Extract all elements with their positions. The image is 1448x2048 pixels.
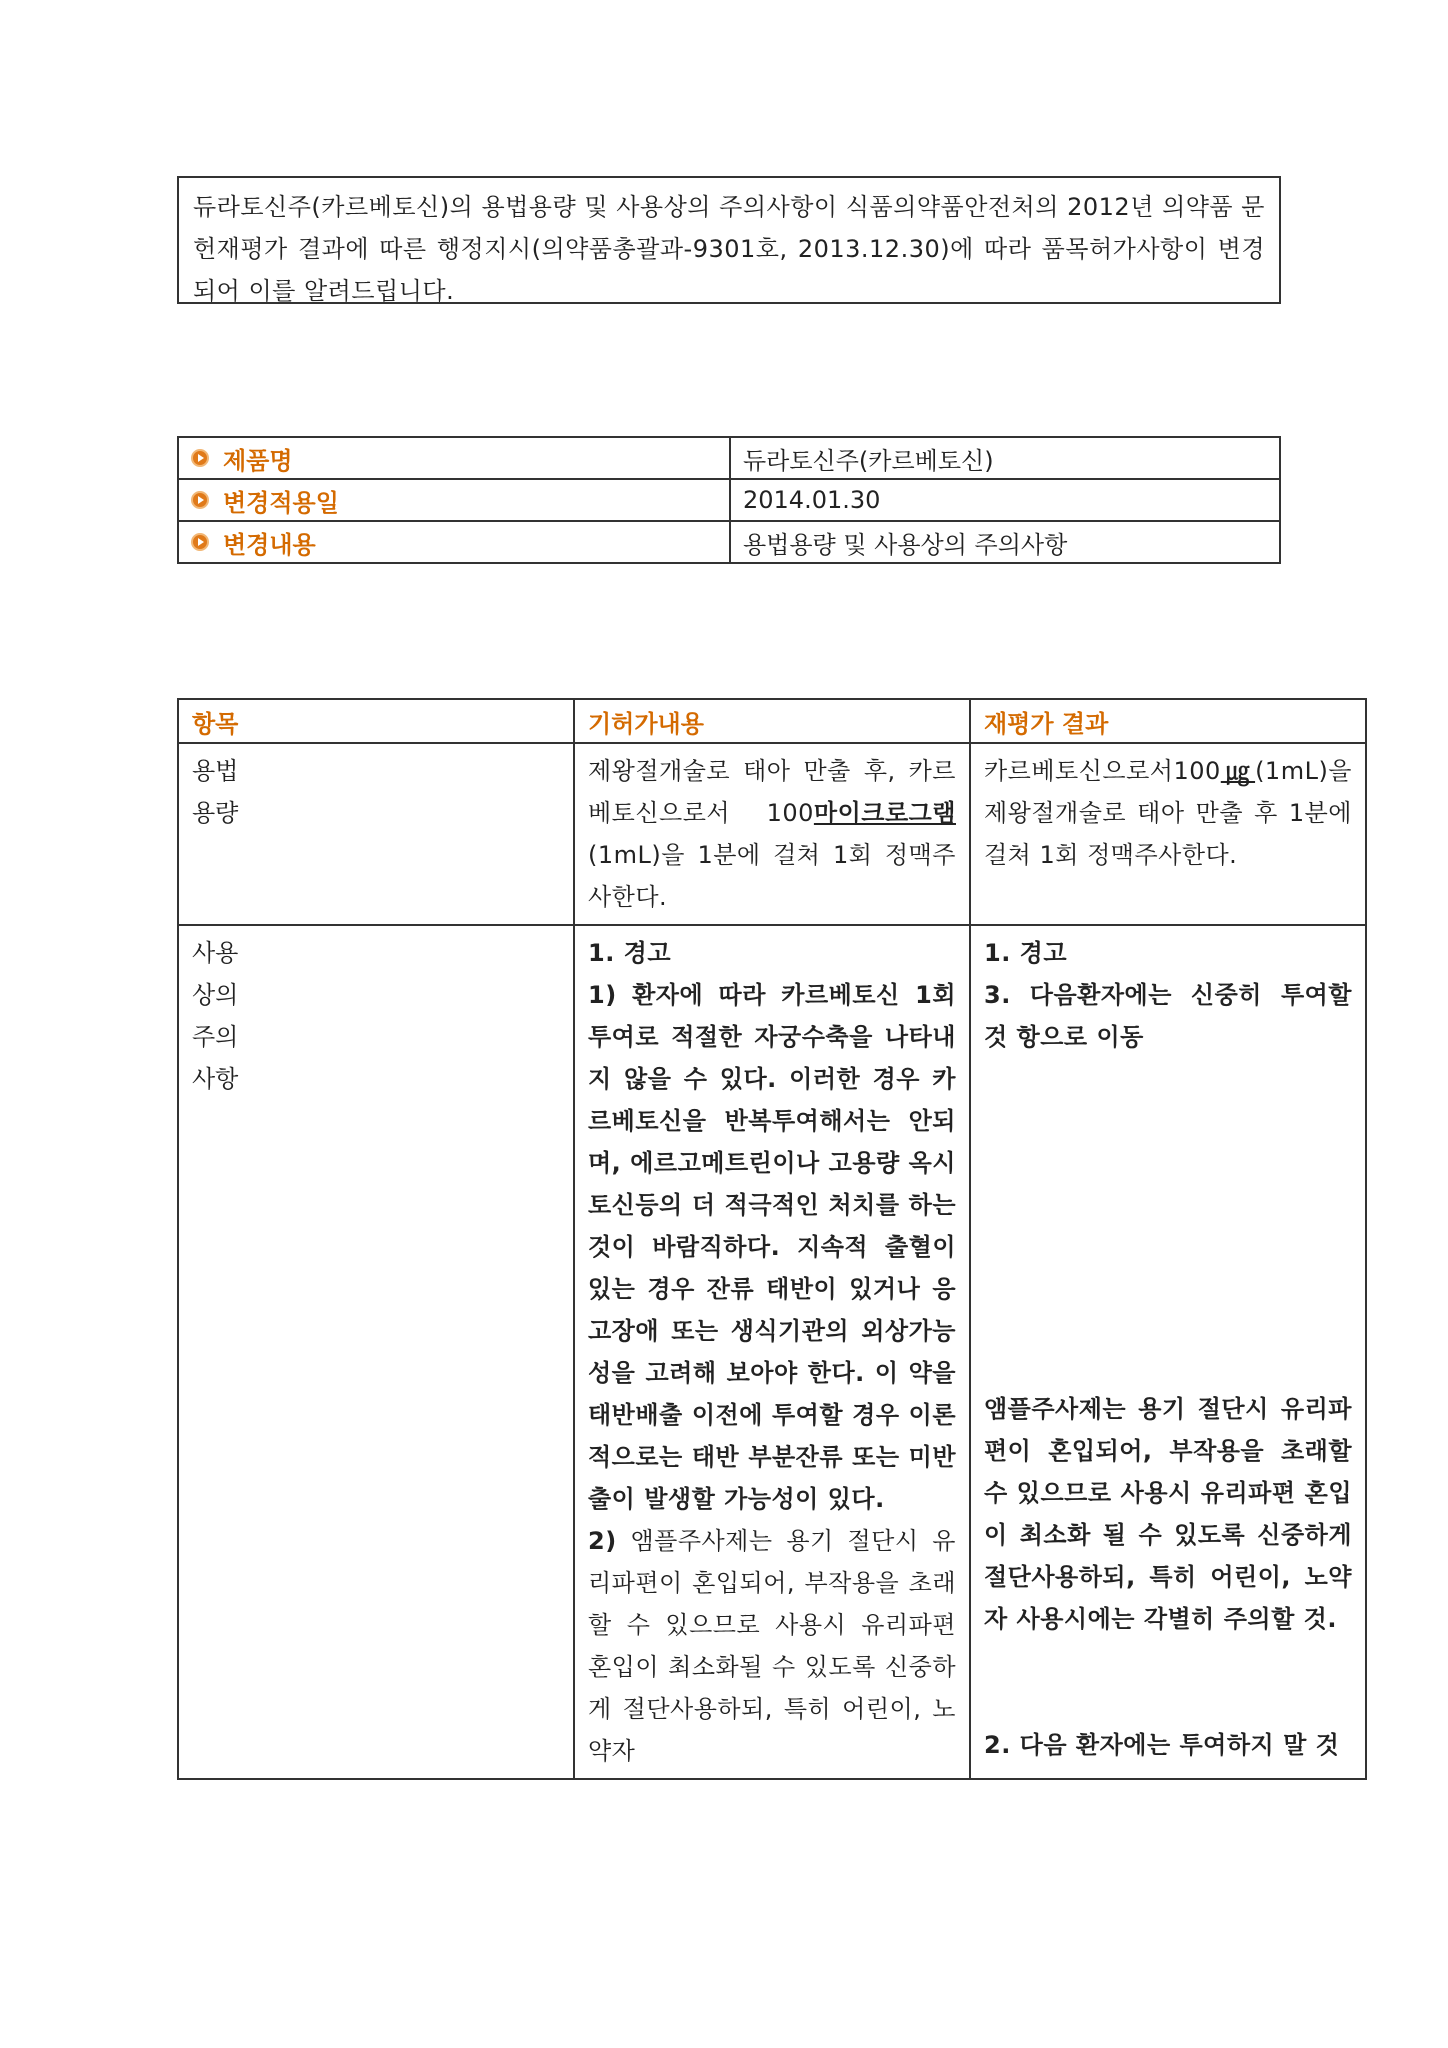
before-warning-2: 2) 앰플주사제는 용기 절단시 유리파편이 혼입되어, 부작용을 초래할 수 있으므로 사용시 유리파편 혼입이 최소화될 수 있도록 신중하게 절단사용하되, 특히 어린이, 노약자 [588, 1527, 956, 1765]
row-precautions [178, 925, 1366, 1779]
header-before: 기허가내용 [574, 699, 970, 743]
comparison-table [177, 698, 1367, 1780]
bullet-arrow-icon [191, 491, 209, 509]
info-key: 변경내용 [223, 530, 316, 559]
info-row-change-content [178, 521, 1280, 563]
comparison-header-row [178, 699, 1366, 743]
bullet-arrow-icon [191, 449, 209, 467]
header-item: 항목 [178, 699, 574, 743]
info-value: 용법용량 및 사용상의 주의사항 [730, 521, 1280, 563]
product-info-table [177, 436, 1281, 564]
notice-box [177, 176, 1281, 304]
info-row-product-name [178, 437, 1280, 479]
row-dosage-after: 카르베토신으로서100㎍(1mL)을 제왕절개술로 태아 만출 후 1분에 걸쳐 1회 정맥주사한다. [970, 743, 1366, 925]
after-heading: 1. 경고 [984, 939, 1068, 967]
row-precautions-after [970, 925, 1366, 1779]
row-dosage-before: 제왕절개술로 태아 만출 후, 카르베토신으로서 100마이크로그램(1mL)을 1분에 걸쳐 1회 정맥주사한다. [574, 743, 970, 925]
info-key: 제품명 [223, 446, 293, 475]
info-key: 변경적용일 [223, 488, 339, 517]
after-note-1: 3. 다음환자에는 신중히 투여할 것 항으로 이동 [984, 981, 1352, 1051]
before-heading: 1. 경고 [588, 939, 672, 967]
row-dosage-item: 용법 용량 [178, 743, 574, 925]
info-value: 2014.01.30 [730, 479, 1280, 521]
after-note-2: 앰플주사제는 용기 절단시 유리파편이 혼입되어, 부작용을 초래할 수 있으므로 사용시 유리파편 혼입이 최소화 될 수 있도록 신중하게 절단사용하되, 특히 어린이, 노약자 사용시에는 각별히 주의할 것. [984, 1395, 1352, 1633]
after-note-3: 2. 다음 환자에는 투여하지 말 것 [984, 1731, 1340, 1759]
notice-text: 듀라토신주(카르베토신)의 용법용량 및 사용상의 주의사항이 식품의약품안전처의 2012년 의약품 문헌재평가 결과에 따른 행정지시(의약품총괄과-9301호, 2013.12.30)에 따라 품목허가사항이 변경되어 이를 알려드립니다. [193, 193, 1265, 305]
row-dosage [178, 743, 1366, 925]
row-precautions-item: 사용 상의 주의 사항 [178, 925, 574, 1779]
bullet-arrow-icon [191, 533, 209, 551]
row-precautions-before [574, 925, 970, 1779]
before-warning-1: 1) 환자에 따라 카르베토신 1회 투여로 적절한 자궁수축을 나타내지 않을 수 있다. 이러한 경우 카르베토신을 반복투여해서는 안되며, 에르고메트린이나 고용량 옥시토신등의 더 적극적인 처치를 하는 것이 바람직하다. 지속적 출혈이 있는 경우 잔류 태반이 있거나 응고장애 또는 생식기관의 외상가능성을 고려해 보아야 한다. 이 약을 태반배출 이전에 투여할 경우 이론적으로는 태반 부분잔류 또는 미반출이 발생할 가능성이 있다. [588, 981, 956, 1513]
header-after: 재평가 결과 [970, 699, 1366, 743]
info-value: 듀라토신주(카르베토신) [730, 437, 1280, 479]
info-row-effective-date [178, 479, 1280, 521]
